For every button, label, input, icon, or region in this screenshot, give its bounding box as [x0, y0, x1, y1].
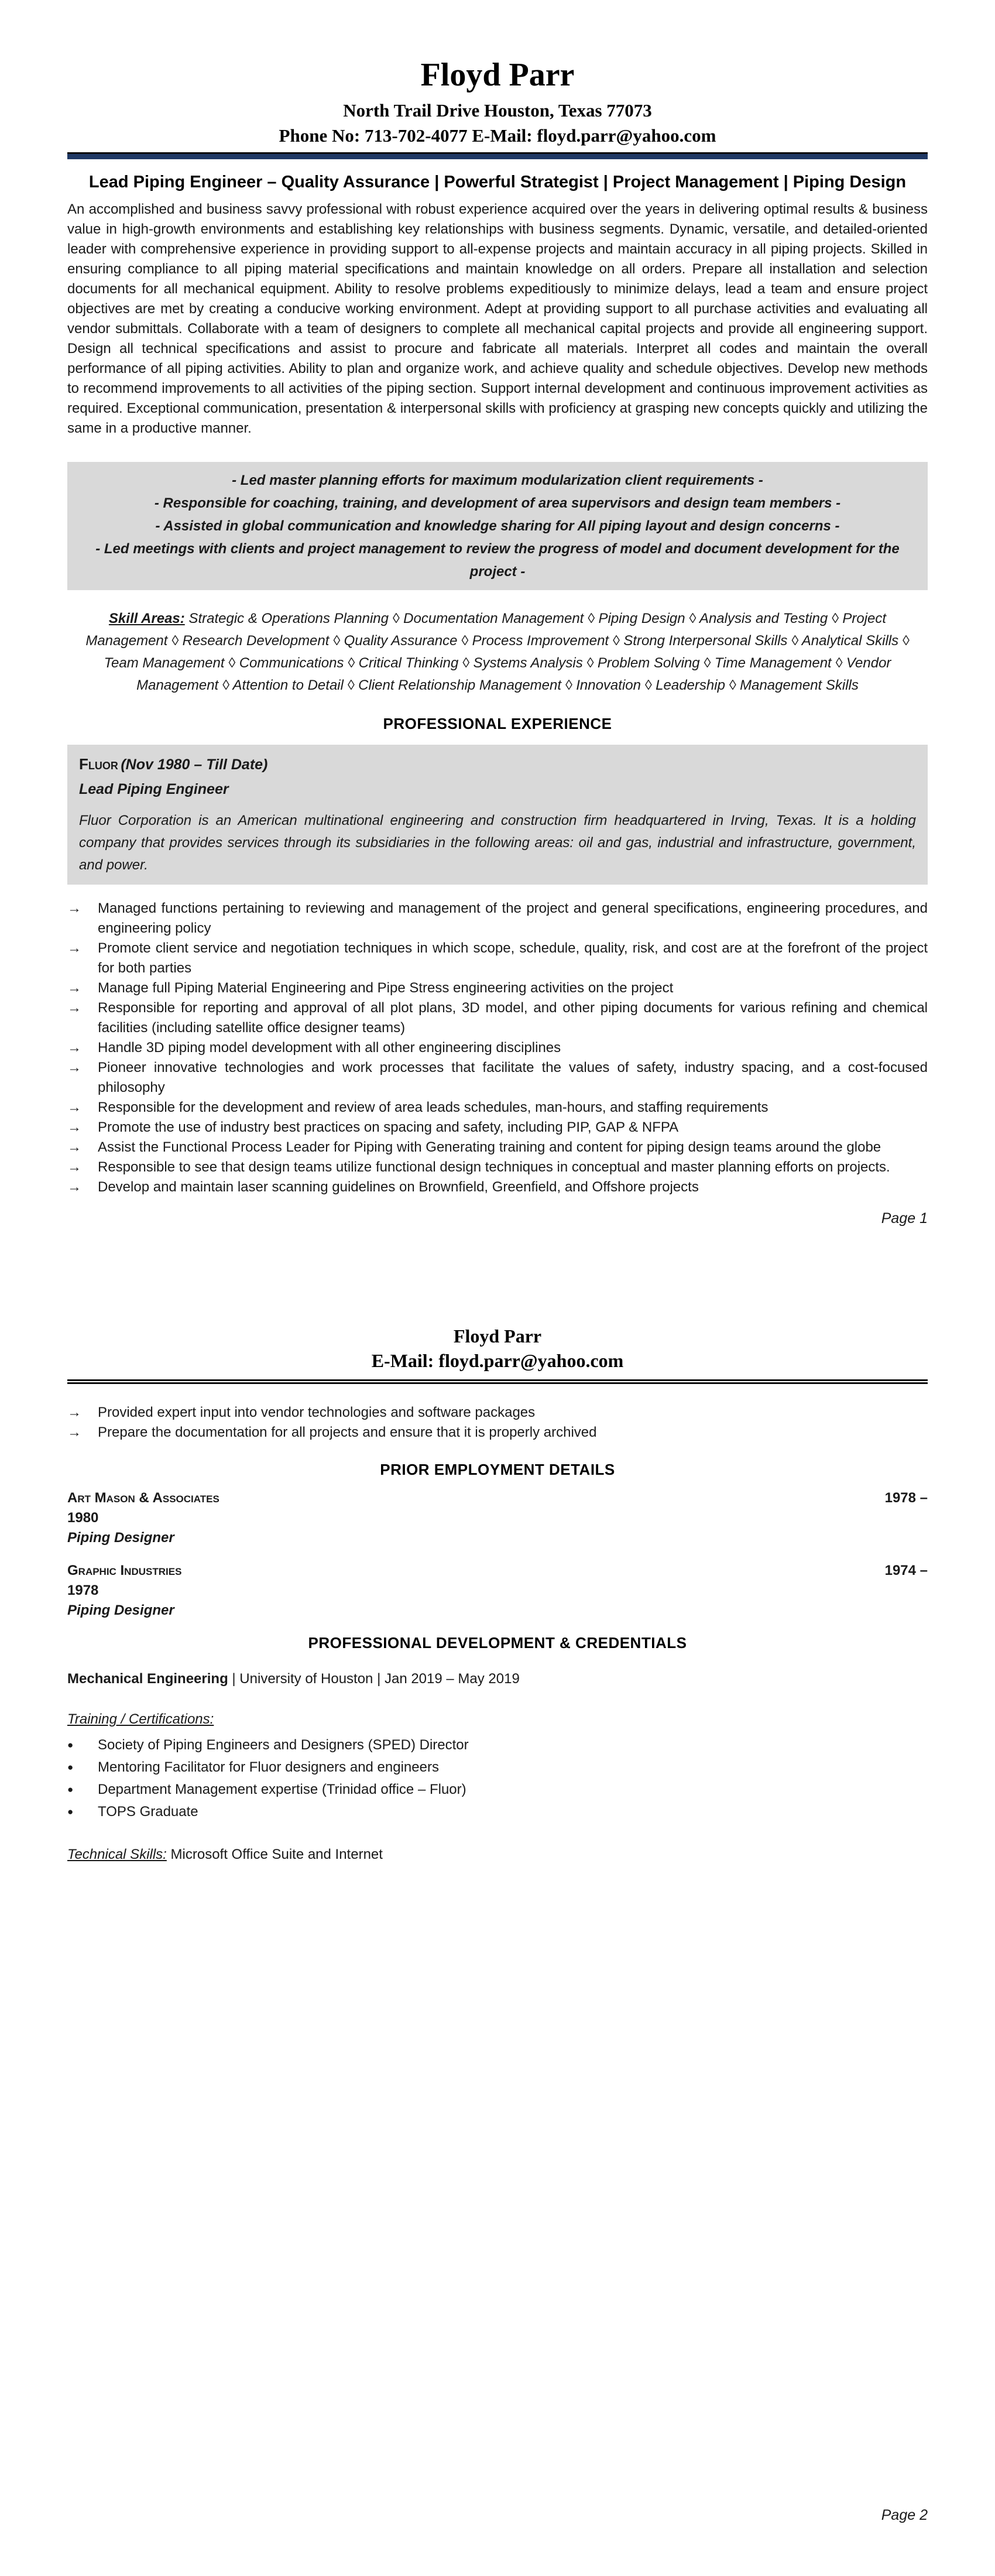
arrow-bullet-icon: →: [67, 900, 81, 916]
arrow-bullet-icon: →: [67, 1039, 81, 1056]
arrow-bullet-icon: →: [67, 1424, 81, 1440]
arrow-bullet-icon: →: [67, 1119, 81, 1135]
arrow-bullet-icon: →: [67, 999, 81, 1016]
list-item: ● Department Management expertise (Trinidad office – Fluor): [67, 1779, 928, 1801]
arrow-bullet-icon: →: [67, 940, 81, 956]
highlight-line: - Assisted in global communication and knowledge sharing for All piping layout and design concerns -: [155, 518, 840, 534]
prior-job-entry: [67, 1561, 928, 1621]
resume-page-2: [0, 1288, 995, 2576]
education-details: | University of Houston | Jan 2019 – May 2019: [228, 1671, 520, 1687]
list-item: → Responsible for the development and review of area leads schedules, man-hours, and staffing requirements: [67, 1098, 928, 1118]
list-item: → Pioneer innovative technologies and work processes that facilitate the values of safety, industry spacing, and a cost-focused philosophy: [67, 1058, 928, 1098]
experience-bullet-list-continued: [67, 1403, 928, 1443]
list-item: → Responsible for reporting and approval of all plot plans, 3D model, and other piping documents for various refining and chemical facilities (including satellite office designer teams): [67, 998, 928, 1038]
experience-bullet-list: [67, 899, 928, 1197]
arrow-bullet-icon: →: [67, 979, 81, 996]
skill-areas-list: Strategic & Operations Planning ◊ Documentation Management ◊ Piping Design ◊ Analysis and Testing ◊ Project Management ◊ Research Development ◊ Quality Assurance ◊ Process Improvement ◊ Strong Interpersonal Skills ◊ Analytical Skills ◊ Team Management ◊ Communications ◊ Critical Thinking ◊ Systems Analysis ◊ Problem Solving ◊ Time Management ◊ Vendor Management ◊ Attention to Detail ◊ Client Relationship Management ◊ Innovation ◊ Leadership ◊ Management Skills: [85, 610, 910, 693]
arrow-bullet-icon: →: [67, 1099, 81, 1115]
dot-bullet-icon: ●: [67, 1762, 74, 1773]
arrow-bullet-icon: →: [67, 1159, 81, 1175]
certification-list: [67, 1734, 928, 1823]
technical-skills-label: Technical Skills:: [67, 1847, 167, 1862]
prior-job-dates-wrap: 1980: [67, 1510, 99, 1526]
prior-job-title: Piping Designer: [67, 1530, 174, 1546]
list-item: ● TOPS Graduate: [67, 1801, 928, 1823]
list-item: → Managed functions pertaining to reviewing and management of the project and general specifications, engineering procedures, and engineering policy: [67, 899, 928, 938]
list-item: → Promote the use of industry best practices on spacing and safety, including PIP, GAP & NFPA: [67, 1118, 928, 1138]
prior-job-dates: 1978 –: [884, 1490, 928, 1506]
arrow-bullet-icon: →: [67, 1059, 81, 1075]
list-item: → Assist the Functional Process Leader for Piping with Generating training and content for piping design teams around the globe: [67, 1138, 928, 1157]
education-degree: Mechanical Engineering: [67, 1671, 228, 1687]
employer-name: Fluor: [79, 755, 118, 773]
list-item: → Handle 3D piping model development with all other engineering disciplines: [67, 1038, 928, 1058]
headline-title: Lead Piping Engineer – Quality Assurance | Powerful Strategist | Project Management | Piping Design: [88, 172, 907, 191]
employer-dates: (Nov 1980 – Till Date): [121, 756, 268, 773]
employer-block: [67, 745, 928, 885]
list-item: ● Mentoring Facilitator for Fluor designers and engineers: [67, 1756, 928, 1779]
arrow-bullet-icon: →: [67, 1179, 81, 1195]
list-item: → Promote client service and negotiation techniques in which scope, schedule, quality, risk, and cost are at the forefront of the project for both parties: [67, 938, 928, 978]
technical-skills-value: Microsoft Office Suite and Internet: [166, 1847, 383, 1862]
highlight-line: - Led master planning efforts for maximum modularization client requirements -: [232, 472, 763, 488]
header-divider-rule: [67, 152, 928, 159]
professional-summary: An accomplished and business savvy professional with robust experience acquired over the years in delivering optimal results & business value in high-growth environments and establishing key relationships with business segments. Dynamic, versatile, and detailed-oriented leader with comprehensive experience in providing support to all-expense projects and maintain accuracy in all piping projects. Skilled in ensuring compliance to all piping material specifications and maintain knowledge on all orders. Prepare all installation and selection documents for all mechanical equipment. Ability to resolve problems expeditiously to minimize delays, lead a team and ensure project objectives are met by creating a conducive working environment. Adept at providing support to all purchase activities and evaluating all vendor submittals. Collaborate with a team of designers to complete all mechanical capital projects and provide all engineering support. Design all technical specifications and assist to procure and fabricate all materials. Interpret all codes and maintain the overall performance of all piping activities. Ability to plan and organize work, and achieve quality and schedule objectives. Develop new methods to recommend improvements to all activities of the piping section. Support internal development and continuous improvement activities as required. Exceptional communication, presentation & interpersonal skills with proficiency at grasping new concepts quickly and utilizing the same in a productive manner.: [67, 201, 928, 436]
prior-job-title: Piping Designer: [67, 1602, 174, 1618]
employer-description: Fluor Corporation is an American multinational engineering and construction firm headquartered in Irving, Texas. It is a holding company that provides services through its subsidiaries in the following areas: oil and gas, industrial and infrastructure, government, and power.: [79, 812, 916, 873]
list-item: → Provided expert input into vendor technologies and software packages: [67, 1403, 928, 1423]
highlight-line: - Led meetings with clients and project management to review the progress of model and document development for the project -: [95, 540, 900, 580]
header-divider-rule: [67, 1379, 928, 1384]
education-entry: [67, 1669, 928, 1689]
section-heading-prior-employment: PRIOR EMPLOYMENT DETAILS: [380, 1461, 615, 1478]
list-item: → Responsible to see that design teams utilize functional design techniques in conceptual and master planning efforts on projects.: [67, 1157, 928, 1177]
candidate-phone-email: Phone No: 713-702-4077 E-Mail: floyd.parr@yahoo.com: [279, 125, 716, 146]
list-item: → Manage full Piping Material Engineering and Pipe Stress engineering activities on the project: [67, 978, 928, 998]
prior-job-row: [67, 1488, 928, 1508]
dot-bullet-icon: ●: [67, 1739, 74, 1751]
list-item: → Prepare the documentation for all projects and ensure that it is properly archived: [67, 1423, 928, 1443]
skill-areas: [67, 608, 928, 697]
skill-areas-label: Skill Areas:: [108, 610, 185, 626]
prior-company-name: Art Mason & Associates: [67, 1490, 219, 1506]
section-heading-professional-development: PROFESSIONAL DEVELOPMENT & CREDENTIALS: [308, 1634, 687, 1652]
highlight-line: - Responsible for coaching, training, and development of area supervisors and design team members -: [154, 495, 841, 511]
candidate-email: E-Mail: floyd.parr@yahoo.com: [371, 1350, 624, 1371]
prior-job-row: [67, 1561, 928, 1581]
training-certifications-label: Training / Certifications:: [67, 1711, 214, 1727]
prior-job-dates: 1974 –: [884, 1563, 928, 1578]
dot-bullet-icon: ●: [67, 1784, 74, 1795]
list-item: ● Society of Piping Engineers and Designers (SPED) Director: [67, 1734, 928, 1756]
employer-line: [79, 753, 916, 778]
career-highlights-box: [67, 462, 928, 590]
page-number-label: Page 1: [881, 1210, 928, 1227]
arrow-bullet-icon: →: [67, 1139, 81, 1155]
candidate-address: North Trail Drive Houston, Texas 77073: [343, 100, 652, 121]
prior-job-dates-wrap: 1978: [67, 1582, 99, 1598]
arrow-bullet-icon: →: [67, 1405, 81, 1420]
candidate-name: Floyd Parr: [420, 57, 575, 93]
section-heading-professional-experience: PROFESSIONAL EXPERIENCE: [383, 714, 612, 732]
dot-bullet-icon: ●: [67, 1806, 74, 1817]
prior-company-name: Graphic Industries: [67, 1563, 182, 1578]
prior-job-entry: [67, 1488, 928, 1548]
technical-skills: [67, 1844, 928, 1865]
candidate-name: Floyd Parr: [453, 1325, 542, 1347]
page-number-label: Page 2: [881, 2507, 928, 2523]
list-item: → Develop and maintain laser scanning guidelines on Brownfield, Greenfield, and Offshore projects: [67, 1177, 928, 1197]
job-title: Lead Piping Engineer: [79, 780, 229, 797]
